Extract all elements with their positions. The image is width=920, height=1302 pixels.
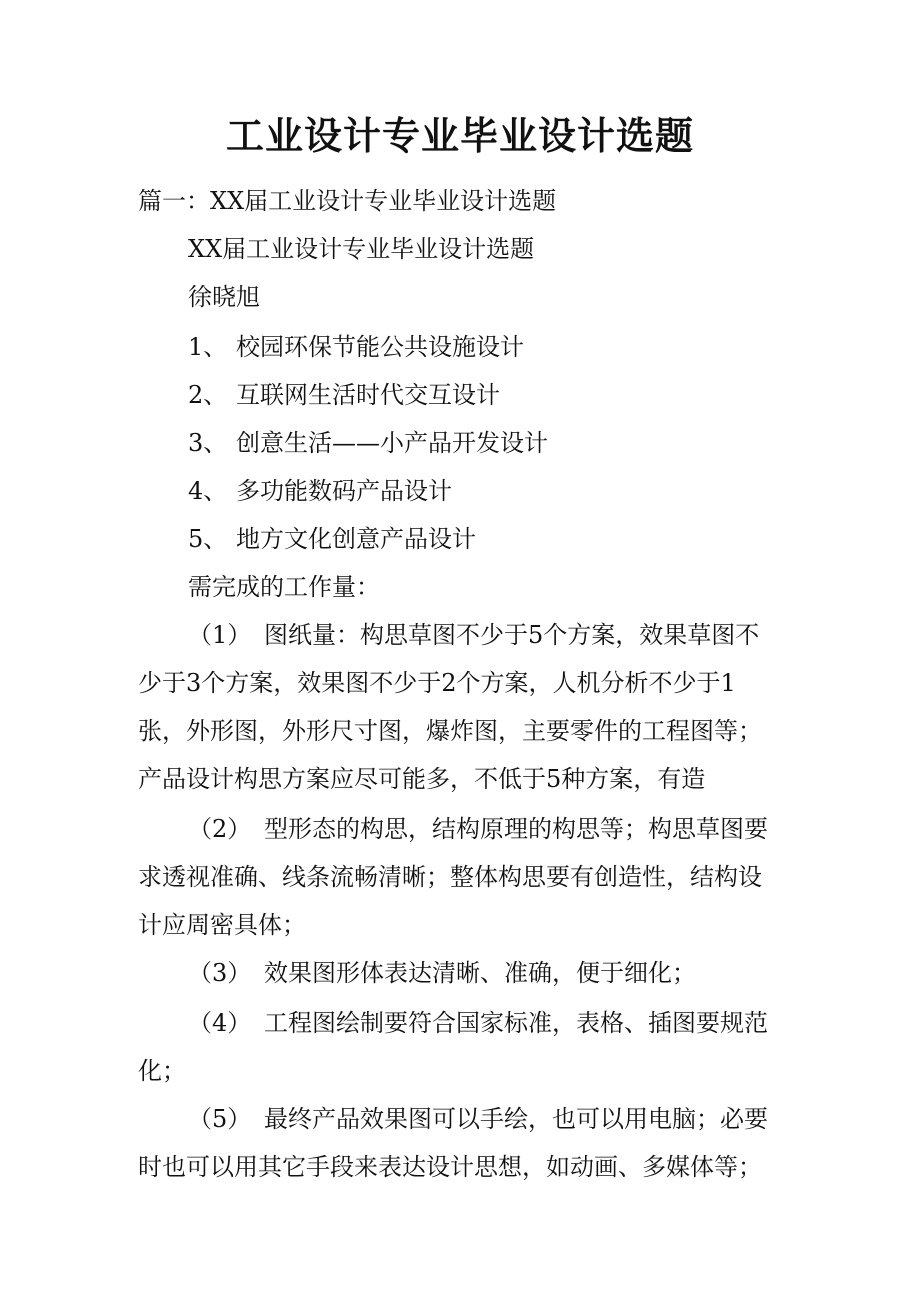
topic-text: 互联网生活时代交互设计 (236, 381, 500, 409)
requirement-continuation: 求透视准确、线条流畅清晰；整体构思要有创造性，结构设 (138, 863, 762, 891)
topic-text: 地方文化创意产品设计 (236, 525, 476, 553)
topic-number: 3、 (188, 429, 228, 457)
topic-item (188, 426, 548, 460)
requirement-text: 最终产品效果图可以手绘，也可以用电脑；必要 (264, 1105, 768, 1133)
section-heading: 篇一：XX届工业设计专业毕业设计选题 (138, 187, 557, 215)
document-title: 工业设计专业毕业设计选题 (225, 113, 694, 158)
requirement-item (188, 1102, 768, 1136)
requirement-number: （4） (188, 1009, 252, 1037)
author-name: 徐晓旭 (188, 283, 260, 311)
requirement-item (188, 812, 768, 846)
requirement-continuation: 产品设计构思方案应尽可能多，不低于5种方案，有造 (138, 765, 706, 793)
requirement-item (188, 956, 696, 990)
requirement-number: （2） (188, 815, 252, 843)
requirement-text: 工程图绘制要符合国家标准，表格、插图要规范 (264, 1009, 768, 1037)
requirement-continuation: 张，外形图，外形尺寸图，爆炸图，主要零件的工程图等； (138, 717, 762, 745)
requirement-continuation: 化； (138, 1057, 186, 1085)
requirement-continuation: 计应周密具体； (138, 911, 306, 939)
topic-item (188, 330, 524, 364)
topic-number: 5、 (188, 525, 228, 553)
workload-heading: 需完成的工作量： (188, 573, 380, 601)
topic-item (188, 378, 500, 412)
topic-text: 创意生活——小产品开发设计 (236, 429, 548, 457)
topic-item (188, 522, 476, 556)
requirement-item (188, 618, 759, 652)
requirement-continuation: 少于3个方案，效果图不少于2个方案，人机分析不少于1 (138, 669, 736, 697)
requirement-item (188, 1006, 768, 1040)
requirement-text: 图纸量：构思草图不少于5个方案，效果草图不 (264, 621, 760, 649)
requirement-continuation: 时也可以用其它手段来表达设计思想，如动画、多媒体等； (138, 1153, 762, 1181)
topic-item (188, 474, 452, 508)
requirement-number: （5） (188, 1105, 252, 1133)
requirement-number: （3） (188, 959, 252, 987)
requirement-text: 效果图形体表达清晰、准确，便于细化； (264, 959, 696, 987)
topic-number: 2、 (188, 381, 228, 409)
topic-text: 校园环保节能公共设施设计 (236, 333, 524, 361)
requirement-text: 型形态的构思，结构原理的构思等；构思草图要 (264, 815, 768, 843)
topic-number: 1、 (188, 333, 228, 361)
topic-text: 多功能数码产品设计 (236, 477, 452, 505)
sub-heading: XX届工业设计专业毕业设计选题 (188, 235, 535, 263)
topic-number: 4、 (188, 477, 228, 505)
requirement-number: （1） (188, 621, 252, 649)
